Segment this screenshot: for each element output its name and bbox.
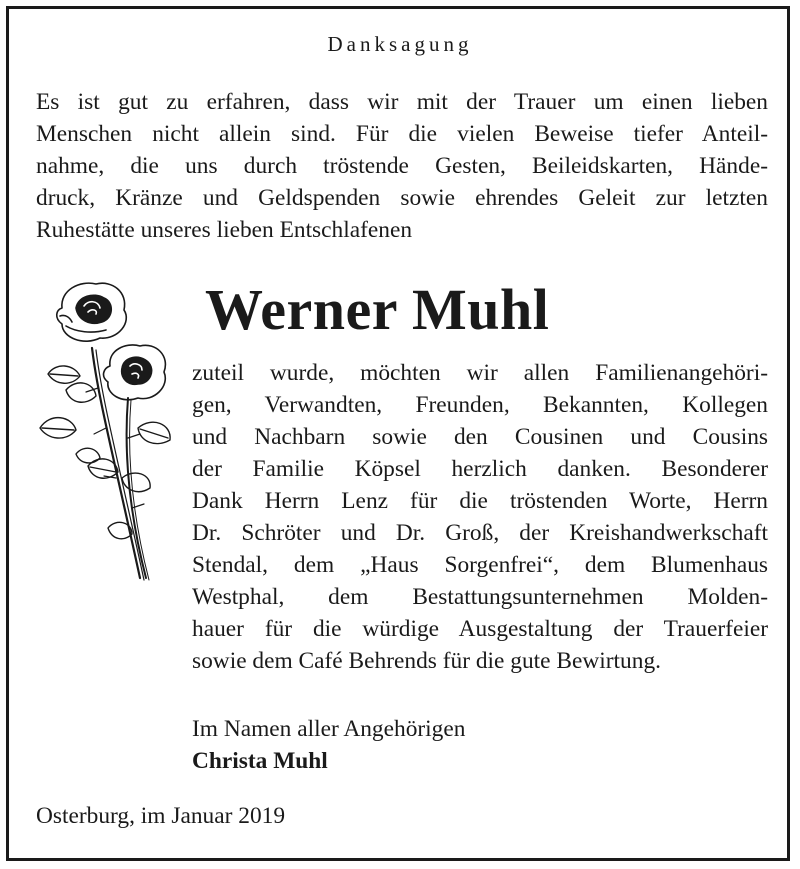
body-line: Dank Herrn Lenz für die tröstenden Worte, Herrn <box>192 488 768 514</box>
signer-name: Christa Muhl <box>192 748 328 774</box>
intro-line: druck, Kränze und Geldspenden sowie ehrendes Geleit zur letzten <box>36 185 768 211</box>
body-line: Westphal, dem Bestattungsunternehmen Molden- <box>192 584 768 610</box>
deceased-name: Werner Muhl <box>205 277 550 342</box>
body-line: Stendal, dem „Haus Sorgenfrei“, dem Blumenhaus <box>192 552 768 578</box>
intro-line: Menschen nicht allein sind. Für die vielen Beweise tiefer Anteil- <box>36 121 768 147</box>
body-line: hauer für die würdige Ausgestaltung der Trauerfeier <box>192 616 768 642</box>
body-line: sowie dem Café Behrends für die gute Bewirtung. <box>192 648 661 674</box>
intro-line: nahme, die uns durch tröstende Gesten, Beileidskarten, Hände- <box>36 153 768 179</box>
body-line: und Nachbarn sowie den Cousinen und Cousins <box>192 424 768 450</box>
body-line: gen, Verwandten, Freunden, Bekannten, Kollegen <box>192 392 768 418</box>
body-paragraph <box>192 357 768 677</box>
intro-line: Ruhestätte unseres lieben Entschlafenen <box>36 217 413 243</box>
body-line: der Familie Köpsel herzlich danken. Besonderer <box>192 456 768 482</box>
closing-line: Im Namen aller Angehörigen <box>192 716 466 742</box>
body-line: Dr. Schröter und Dr. Groß, der Kreishandwerkschaft <box>192 520 768 546</box>
body-line: zuteil wurde, möchten wir allen Familienangehöri- <box>192 360 768 386</box>
notice-heading: Danksagung <box>327 32 473 56</box>
place-date: Osterburg, im Januar 2019 <box>36 803 286 829</box>
intro-line: Es ist gut zu erfahren, dass wir mit der Trauer um einen lieben <box>36 89 768 115</box>
roses-icon <box>36 278 176 590</box>
intro-paragraph <box>36 86 768 246</box>
